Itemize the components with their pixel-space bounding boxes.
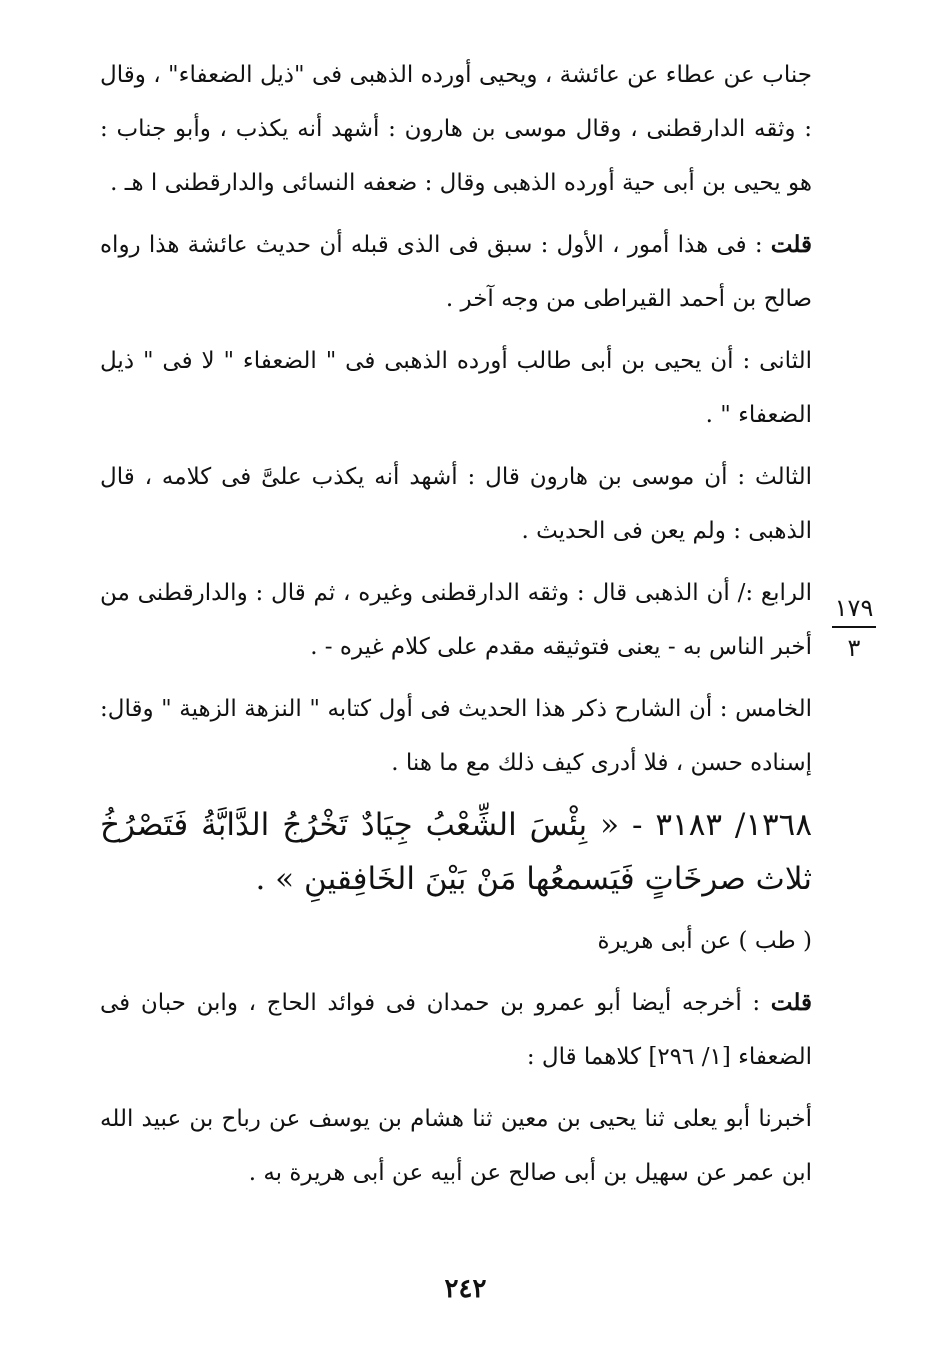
paragraph-3 <box>100 334 812 442</box>
paragraph-8-text: أخبرنا أبو يعلى ثنا يحيى بن معين ثنا هشام بن يوسف عن رباح بن عبيد الله ابن عمر عن سهيل بن أبى صالح عن أبيه عن أبى هريرة به . <box>100 1106 812 1186</box>
paragraph-6-text: الخامس : أن الشارح ذكر هذا الحديث فى أول كتابه " النزهة الزهية " وقال: إسناده حسن ، فلا أدرى كيف ذلك مع ما هنا . <box>100 696 812 776</box>
paragraph-5-text: الرابع :/ أن الذهبى قال : وثقه الدارقطنى وغيره ، ثم قال : والدارقطنى من أخبر الناس به - يعنى فتوثيقه مقدم على كلام غيره - . <box>100 580 812 660</box>
margin-reference <box>832 592 876 664</box>
paragraph-2-text: : فى هذا أمور ، الأول : سبق فى الذى قبله أن حديث عائشة هذا رواه صالح بن أحمد القيراطى من وجه آخر . <box>100 232 812 312</box>
paragraph-2 <box>100 218 812 326</box>
paragraph-6 <box>100 682 812 790</box>
paragraph-5 <box>100 566 812 674</box>
hadith-source: ( طب ) عن أبى هريرة <box>597 928 812 954</box>
paragraph-4 <box>100 450 812 558</box>
paragraph-7-text: : أخرجه أيضا أبو عمرو بن حمدان فى فوائد الحاج ، وابن حبان فى الضعفاء [١/ ٢٩٦] كلاهما قال : <box>100 990 812 1070</box>
paragraph-3-text: الثانى : أن يحيى بن أبى طالب أورده الذهبى فى " الضعفاء " لا فى " ذيل الضعفاء " . <box>100 348 812 428</box>
paragraph-7 <box>100 976 812 1084</box>
hadith-text: ١٣٦٨/ ٣١٨٣ - « بِئْسَ الشِّعْبُ جِيَادٌ تَخْرُجُ الدَّابَّةُ فَتَصْرُخُ ثلاث صرخَاتٍ فَيَسمعُها مَنْ بَيْنَ الخَافِقينِ » . <box>100 807 812 897</box>
paragraph-2-lead: قلت <box>770 231 812 258</box>
margin-reference-bottom: ٣ <box>847 634 861 662</box>
margin-reference-rule <box>832 626 876 628</box>
body-text <box>100 48 812 1208</box>
margin-reference-top: ١٧٩ <box>834 594 874 622</box>
paragraph-1 <box>100 48 812 210</box>
paragraph-8 <box>100 1092 812 1200</box>
paragraph-4-text: الثالث : أن موسى بن هارون قال : أشهد أنه يكذب علىَّ فى كلامه ، قال الذهبى : ولم يعن فى الحديث . <box>100 464 812 544</box>
page-number: ٢٤٢ <box>444 1274 487 1304</box>
paragraph-7-lead: قلت <box>770 989 812 1016</box>
paragraph-1-text: جناب عن عطاء عن عائشة ، ويحيى أورده الذهبى فى "ذيل الضعفاء" ، وقال : وثقه الدارقطنى ، وقال موسى بن هارون : أشهد أنه يكذب ، وأبو جناب : هو يحيى بن أبى حية أورده الذهبى وقال : ضعفه النسائى والدارقطنى ا هـ . <box>100 62 812 196</box>
